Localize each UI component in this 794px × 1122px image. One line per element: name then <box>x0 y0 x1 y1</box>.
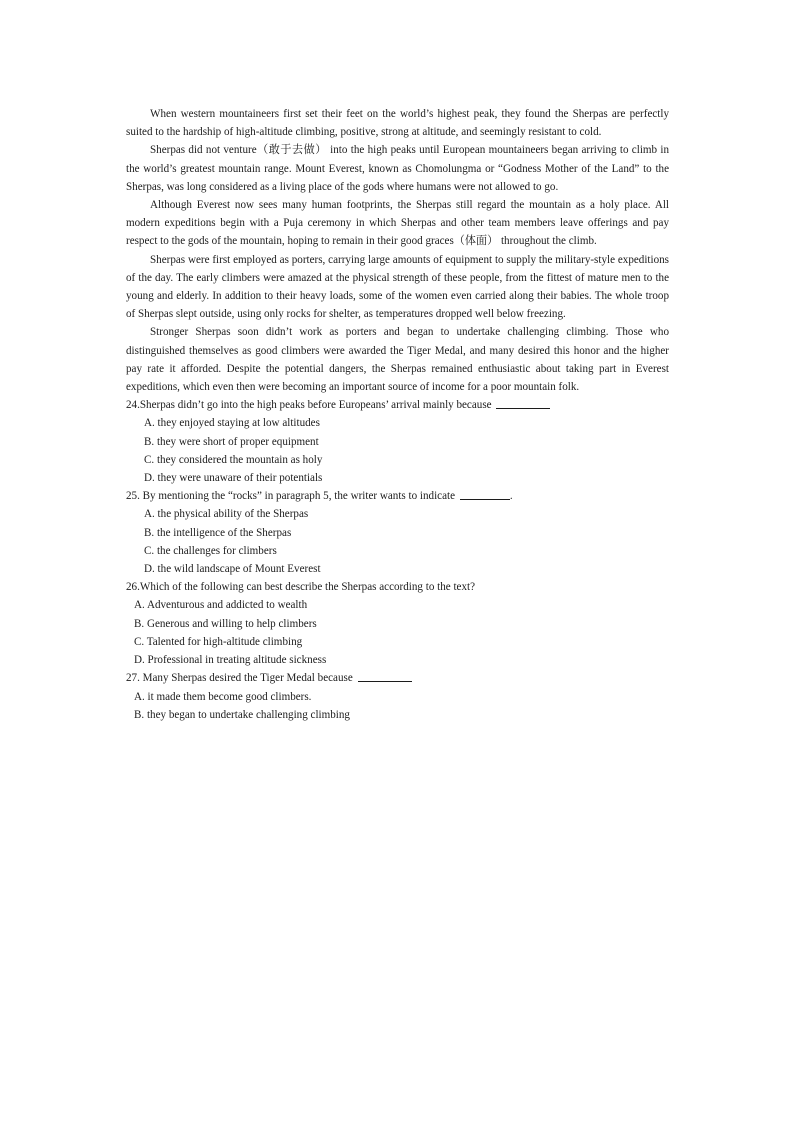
question-25-option-b: B. the intelligence of the Sherpas <box>144 526 292 539</box>
question-25-end: . <box>509 490 513 503</box>
answer-blank <box>358 669 412 682</box>
question-25 <box>126 487 669 578</box>
passage-paragraph-5: Stronger Sherpas soon didn’t work as porters and began to undertake challenging climbing. Those who distinguished themselves as good climbers were awarded the Tiger Medal, and many desired this honor and the higher pay rate it afforded. Despite the potential dangers, the Sherpas remained enthusiastic about taking part in Everest expeditions, which even then were becoming an important source of income for a poor mountain folk. <box>126 326 669 394</box>
question-24-option-d: D. they were unaware of their potentials <box>144 472 323 485</box>
answer-blank <box>460 487 510 500</box>
question-26-option-b: B. Generous and willing to help climbers <box>134 617 317 630</box>
question-24-text: 24.Sherpas didn’t go into the high peaks before Europeans’ arrival mainly because <box>126 399 492 412</box>
question-25-stem <box>126 487 669 505</box>
question-24-option-a: A. they enjoyed staying at low altitudes <box>144 417 320 430</box>
question-27-stem <box>126 669 669 687</box>
question-25-text: 25. By mentioning the “rocks” in paragraph 5, the writer wants to indicate <box>126 490 456 503</box>
passage-paragraph-2: Sherpas did not venture（敢于去做） into the high peaks until European mountaineers began arriving to climb in the world’s greatest mountain range. Mount Everest, known as Chomolungma or “Godness Mother of the Land” to the Sherpas, was long considered as a living place of the gods where humans were not allowed to go. <box>126 144 669 193</box>
question-26 <box>126 578 669 669</box>
exam-page <box>126 105 669 724</box>
question-25-option-a: A. the physical ability of the Sherpas <box>144 508 309 521</box>
question-26-option-c: C. Talented for high-altitude climbing <box>134 635 303 648</box>
passage-paragraph-3: Although Everest now sees many human footprints, the Sherpas still regard the mountain as a holy place. All modern expeditions begin with a Puja ceremony in which Sherpas and other team members leave offerings and pay respect to the gods of the mountain, hoping to remain in their good graces（体面） throughout the climb. <box>126 199 669 248</box>
question-26-option-d: D. Professional in treating altitude sickness <box>134 654 327 667</box>
question-27-option-b: B. they began to undertake challenging climbing <box>134 708 350 721</box>
passage-paragraph-1: When western mountaineers first set their feet on the world’s highest peak, they found the Sherpas are perfectly suited to the hardship of high-altitude climbing, positive, strong at altitude, and seemingly resistant to cold. <box>126 108 669 139</box>
answer-blank <box>496 396 550 409</box>
question-27-option-a: A. it made them become good climbers. <box>134 690 312 703</box>
question-25-option-c: C. the challenges for climbers <box>144 544 277 557</box>
question-27 <box>126 669 669 724</box>
question-27-text: 27. Many Sherpas desired the Tiger Medal because <box>126 672 353 685</box>
question-24 <box>126 396 669 487</box>
question-24-option-b: B. they were short of proper equipment <box>144 435 319 448</box>
question-26-stem: 26.Which of the following can best describe the Sherpas according to the text? <box>126 581 476 594</box>
question-25-option-d: D. the wild landscape of Mount Everest <box>144 563 321 576</box>
question-26-option-a: A. Adventurous and addicted to wealth <box>134 599 308 612</box>
passage-paragraph-4: Sherpas were first employed as porters, carrying large amounts of equipment to supply the military-style expeditions of the day. The early climbers were amazed at the physical strength of these people, from the fittest of mature men to the young and elderly. In addition to their heavy loads, some of the women even carried along their babies. The whole troop of Sherpas slept outside, using only rocks for shelter, as temperatures dropped well below freezing. <box>126 253 669 321</box>
question-24-stem <box>126 396 669 414</box>
question-24-option-c: C. they considered the mountain as holy <box>144 453 323 466</box>
